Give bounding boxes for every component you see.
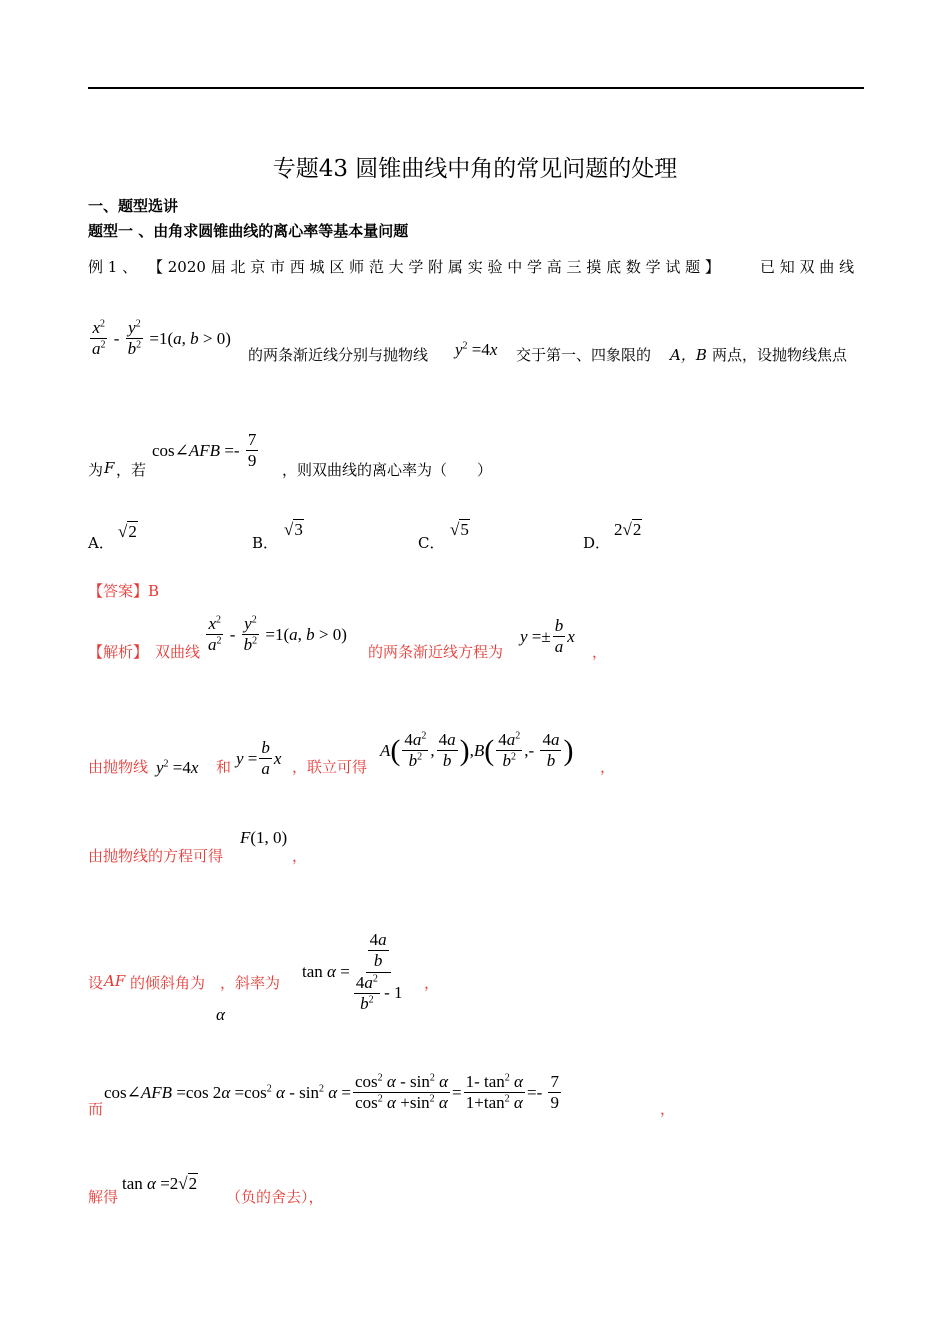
focus-f: F <box>104 459 115 477</box>
example-text-2c: 两点，设抛物线焦点 <box>712 346 848 364</box>
alpha-symbol: α <box>216 1005 225 1024</box>
hyperbola-equation: $\frac{x^2}{a^2}$ - $\frac{y^2}{b^2}$ =1(a, b > 0) <box>92 318 231 359</box>
intersection-points: A ( $\frac{4a^2}{b^2}$ , $\frac{4a}{b}$ ) ,B ( $\frac{4a^2}{b^2}$ ,- $\frac{4a}{b}$ ) <box>380 730 574 771</box>
page-title: 专题43 圆锥曲线中角的常见问题的处理 <box>272 156 678 182</box>
example-lead: 已 知 双 曲 线 <box>760 258 855 276</box>
analysis-p5b: ， <box>660 1100 676 1118</box>
section-heading: 一、题型选讲 <box>88 197 179 215</box>
option-b-value: √3 <box>284 520 303 539</box>
analysis-p5a: 而 <box>88 1100 104 1118</box>
analysis-p4b: 的倾斜角为 ，斜率为 <box>130 974 281 992</box>
analysis-p4c: ， <box>424 974 440 992</box>
header-rule <box>88 87 864 89</box>
analysis-p6b: （负的舍去）， <box>226 1188 324 1206</box>
option-d-label: D． <box>583 534 611 552</box>
slope-equation: tan α = $\frac{4a}{b}$ $\frac{4a^2}{b^2}$ - 1 <box>302 930 403 1014</box>
analysis-p4a: 设 <box>88 974 104 992</box>
example-label: 例 1 、 <box>88 258 138 276</box>
analysis-p2a: 由抛物线 <box>88 758 149 776</box>
analysis-p2c: ，联立可得 <box>292 758 368 776</box>
example-text-2b: 交于第一、四象限的 <box>516 346 652 364</box>
parabola-equation: $y^2 =4x$ <box>455 340 498 359</box>
option-c-label: C． <box>418 534 445 552</box>
tan-result: tan α =2√2 <box>122 1174 198 1193</box>
analysis-p2d: ， <box>600 758 616 776</box>
analysis-p1a: 双曲线 <box>155 643 201 661</box>
analysis-label: 【解析】 <box>88 643 149 661</box>
option-c-value: √5 <box>450 520 469 539</box>
analysis-p3a: 由抛物线的方程可得 <box>88 847 224 865</box>
answer-line: 【答案】B <box>88 582 160 600</box>
example-text-3c: ，则双曲线的离心率为（ ） <box>282 461 493 479</box>
example-text-3b: ，若 <box>116 461 147 479</box>
analysis-parabola: $y^2 =4x$ <box>156 758 199 777</box>
example-source: 【 2020 届 北 京 市 西 城 区 师 范 大 学 附 属 实 验 中 学 高 三 摸 底 数 学 试 题 】 <box>148 258 720 276</box>
analysis-hyperbola: $\frac{x^2}{a^2}$ - $\frac{y^2}{b^2}$ =1(a, b > 0) <box>208 614 347 655</box>
example-text-2: 的两条渐近线分别与抛物线 <box>248 346 429 364</box>
type-heading: 题型一 、由角求圆锥曲线的离心率等基本量问题 <box>88 222 409 240</box>
analysis-p2b: 和 <box>216 758 232 776</box>
option-a-value: √2 <box>118 522 137 541</box>
focus-coordinates: F(1, 0) <box>240 828 288 847</box>
example-text-3a: 为 <box>88 461 104 479</box>
segment-af: AF <box>104 972 126 990</box>
analysis-p6a: 解得 <box>88 1188 119 1206</box>
cos-afb-condition: cos∠AFB =- $\frac{7}{9}$ <box>152 430 257 471</box>
option-d-value: 2√2 <box>614 520 642 539</box>
points-ab: A，B <box>670 346 707 364</box>
option-a-label: A． <box>88 534 114 552</box>
cos-double-angle: cos∠AFB =cos $2\alpha =\cos^2$ α - $\sin^2 \alpha$ = $\frac{\cos^2 \alpha - \sin^2 \alpha}{\cos^2 \alpha +\sin^2 \alpha}$ = $\frac{1- \tan^2 \alpha}{1+\tan^2 \alpha}$ =- $\frac{7}{9}$ <box>104 1072 559 1113</box>
line-equation: y = $\frac{b}{a}$ x <box>236 738 282 779</box>
analysis-p3b: ， <box>292 847 308 865</box>
analysis-p1c: ， <box>592 643 608 661</box>
asymptote-equation: y =± $\frac{b}{a}$ x <box>520 616 575 657</box>
option-b-label: B． <box>252 534 279 552</box>
analysis-p1b: 的两条渐近线方程为 <box>368 643 504 661</box>
